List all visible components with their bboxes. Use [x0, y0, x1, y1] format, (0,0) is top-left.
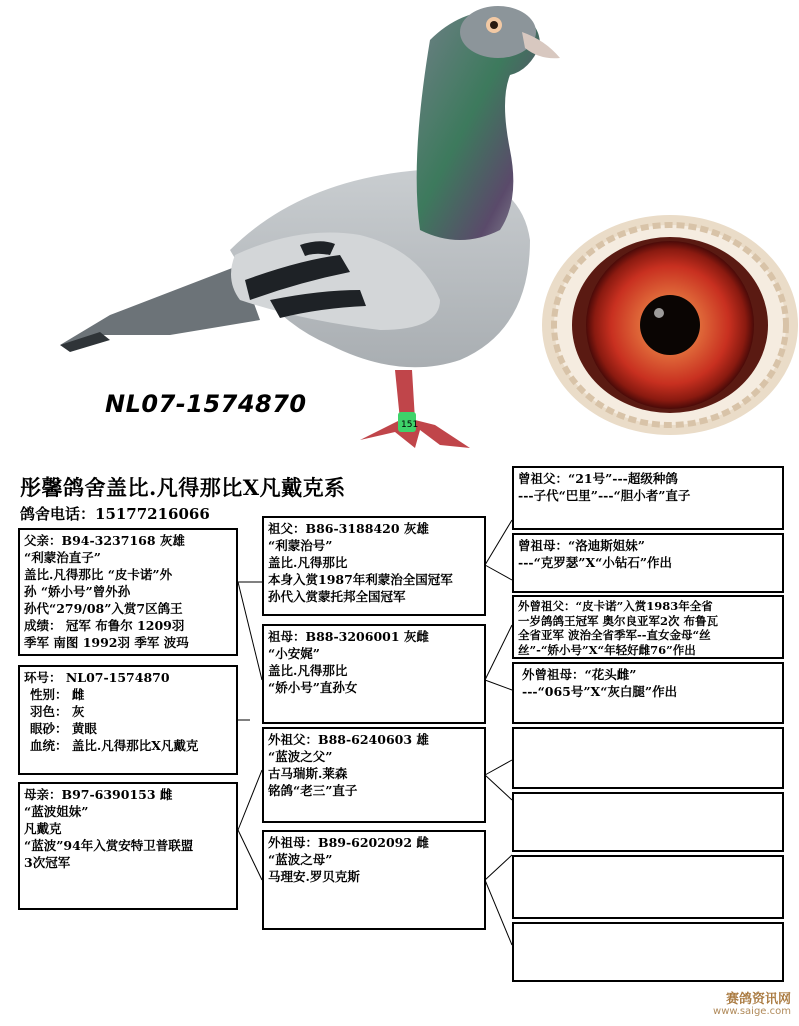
- grandfather-paternal-line: 本身入赏1987年利蒙治全国冠军: [268, 572, 453, 587]
- father-line: 父亲：B94-3237168 灰雄: [24, 533, 185, 548]
- great-grandfather-2-line: 一岁鸽鸽王冠军 奥尔良亚军2次 布鲁瓦: [518, 613, 719, 628]
- great-grandparent-empty-box: [512, 792, 784, 852]
- great-grandmother-2-box: [512, 662, 784, 724]
- grandmother-maternal-line: 外祖母：B89-6202092 雌: [268, 835, 429, 850]
- mother-line: 3次冠军: [24, 855, 71, 870]
- watermark-url: www.saige.com: [713, 1006, 791, 1017]
- great-grandfather-1-line: 曾祖父：“21号”---超级种鸽: [518, 471, 678, 486]
- mother-line: “蓝波姐妹”: [24, 804, 89, 819]
- watermark-site-name: 赛鸽资讯网: [725, 992, 791, 1007]
- grandmother-maternal-line: “蓝波之母”: [268, 852, 333, 867]
- phone-number: 鸽舍电话：15177216066: [20, 505, 210, 523]
- grandfather-maternal-line: 铭鸽“老三”直子: [268, 783, 358, 798]
- great-grandmother-2-line: 外曾祖母：“花头雌”: [522, 667, 637, 682]
- grandmother-paternal-line: 盖比.凡得那比: [268, 663, 348, 678]
- grandmother-paternal-box: [262, 624, 486, 724]
- subject-line: 血统： 盖比.凡得那比X凡戴克: [30, 738, 199, 753]
- grandmother-maternal-line: 马理安.罗贝克斯: [268, 869, 360, 884]
- grandfather-maternal-line: 外祖父：B88-6240603 雄: [268, 732, 429, 747]
- grandmother-paternal-line: “娇小号”直孙女: [268, 680, 358, 695]
- grandfather-paternal-line: 盖比.凡得那比: [268, 555, 348, 570]
- father-line: 盖比.凡得那比 “皮卡诺”外: [24, 567, 173, 582]
- great-grandmother-1-line: 曾祖母：“洛迪斯姐妹”: [518, 538, 645, 553]
- grandfather-paternal-line: “利蒙治号”: [268, 538, 333, 553]
- great-grandfather-2-line: 外曾祖父：“皮卡诺”入赏1983年全省: [518, 599, 713, 613]
- subject-line: 环号： NL07-1574870: [24, 670, 170, 685]
- subject-line: 眼砂： 黄眼: [30, 721, 97, 736]
- grandmother-paternal-line: 祖母：B88-3206001 灰雌: [268, 629, 429, 644]
- great-grandmother-2-line: ---“065号”X“灰白腿”作出: [522, 684, 678, 699]
- great-grandparent-empty-box: [512, 855, 784, 919]
- great-grandmother-1-line: ---“克罗瑟”X“小钻石”作出: [518, 555, 673, 570]
- page-title: 彤馨鸽舍盖比.凡得那比X凡戴克系: [20, 475, 346, 500]
- great-grandfather-1-box: [512, 466, 784, 530]
- father-line: 季军 南图 1992羽 季军 波玛: [24, 635, 189, 650]
- great-grandfather-2-box: [512, 595, 784, 659]
- father-line: 成绩： 冠军 布鲁尔 1209羽: [24, 618, 185, 633]
- subject-box: [18, 665, 238, 775]
- subject-line: 性别： 雌: [30, 687, 85, 702]
- watermark: [713, 994, 791, 1018]
- father-box: [18, 528, 238, 656]
- grandmother-paternal-line: “小安娓”: [268, 646, 320, 661]
- mother-box: [18, 782, 238, 910]
- grandmother-maternal-box: [262, 830, 486, 930]
- father-line: “利蒙治直子”: [24, 550, 101, 565]
- grandfather-maternal-box: [262, 727, 486, 823]
- grandfather-paternal-line: 祖父：B86-3188420 灰雄: [268, 521, 429, 536]
- father-line: 孙代“279/08”入赏7区鸽王: [24, 601, 183, 616]
- grandfather-paternal-line: 孙代入赏蒙托邦全国冠军: [268, 589, 406, 604]
- great-grandparent-empty-box: [512, 727, 784, 789]
- great-grandfather-1-line: ---子代“巴里”---“胆小者”直子: [518, 488, 691, 503]
- mother-line: 母亲：B97-6390153 雌: [24, 787, 173, 802]
- grandfather-maternal-line: “蓝波之父”: [268, 749, 333, 764]
- ring-number-caption: NL07-1574870: [105, 390, 307, 418]
- grandfather-paternal-box: [262, 516, 486, 616]
- great-grandmother-1-box: [512, 533, 784, 593]
- leg-band-text: 151: [401, 420, 419, 430]
- great-grandparent-empty-box: [512, 922, 784, 982]
- great-grandfather-2-line: 丝”-“娇小号”X“年轻好雌76”作出: [518, 642, 696, 657]
- subject-line: 羽色： 灰: [30, 704, 85, 719]
- father-line: 孙 “娇小号”曾外孙: [24, 584, 131, 599]
- great-grandfather-2-line: 全省亚军 波治全省季军--直女金母“丝: [518, 628, 711, 642]
- grandfather-maternal-line: 古马瑞斯.莱森: [268, 766, 348, 781]
- mother-line: 凡戴克: [24, 821, 62, 836]
- mother-line: “蓝波”94年入赏安特卫普联盟: [24, 838, 194, 853]
